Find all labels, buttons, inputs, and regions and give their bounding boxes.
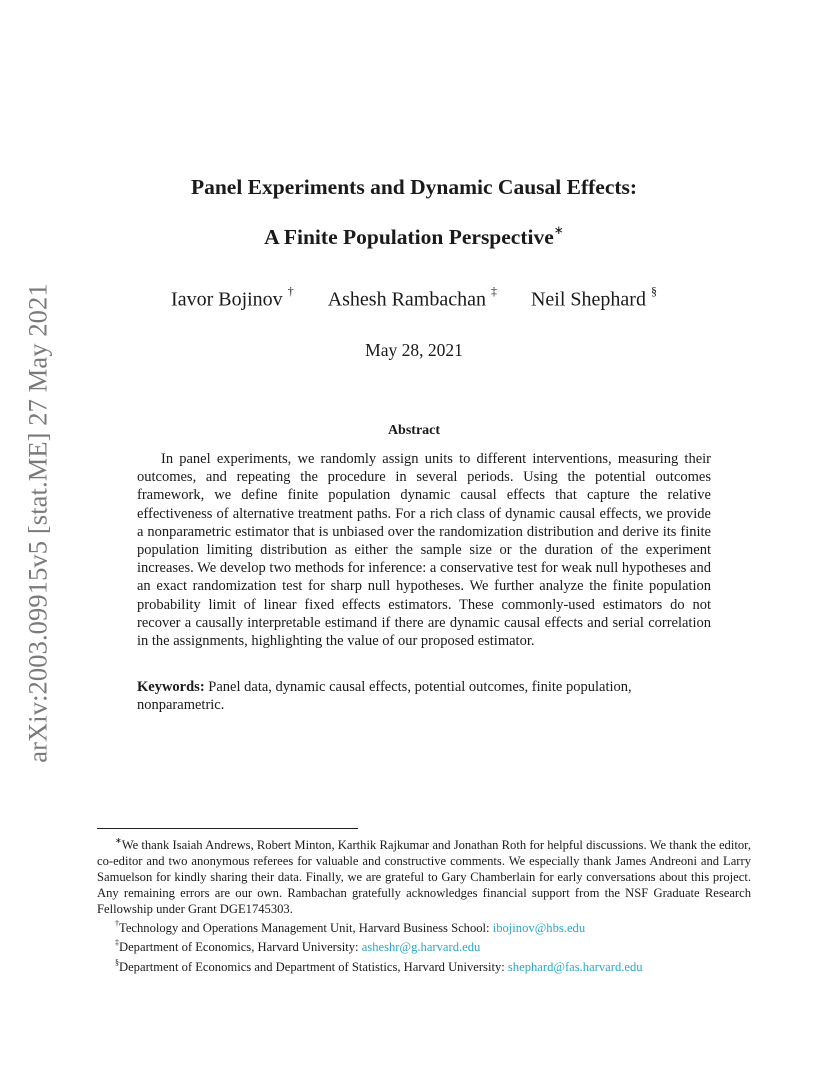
footnote-thanks	[97, 834, 751, 917]
title-line-2	[0, 225, 828, 250]
keywords-text: Panel data, dynamic causal effects, potential outcomes, finite population, nonparametric.	[137, 679, 632, 714]
title-line-2-text: A Finite Population Perspective	[264, 225, 554, 250]
keywords-label: Keywords:	[137, 679, 205, 695]
email-link[interactable]: ibojinov@hbs.edu	[492, 921, 586, 936]
footnote-affiliation	[97, 956, 751, 975]
footnote-mark: †	[115, 919, 119, 929]
footnote-text: Department of Economics, Harvard University:	[119, 940, 362, 955]
author-name: Neil Shephard	[530, 288, 646, 311]
footnote-text: We thank Isaiah Andrews, Robert Minton, Karthik Rajkumar and Jonathan Roth for helpful discussions. We thank the editor, co-editor and two anonymous referees for valuable and constructive comments. We especially thank James Andreoni and Larry Samuelson for kindly sharing their data. Finally, we are grateful to Gary Chamberlain for early conversations about this project. Any remaining errors are our own. Rambachan gratefully acknowledges financial support from the NSF Graduate Research Fellowship under Grant DGE1745303.	[97, 838, 751, 917]
keywords	[137, 678, 711, 714]
footnote-text: Technology and Operations Management Unit, Harvard Business School:	[119, 921, 493, 936]
footnote-rule	[97, 828, 358, 829]
footnotes	[97, 834, 751, 975]
author-footnote-mark: †	[287, 284, 294, 298]
email-link[interactable]: shephard@fas.harvard.edu	[507, 959, 643, 974]
author-list	[0, 284, 828, 312]
author	[530, 284, 657, 312]
author-name: Iavor Bojinov	[171, 288, 283, 311]
footnote-affiliation	[97, 917, 751, 936]
author	[171, 284, 294, 312]
arxiv-identifier: arXiv:2003.09915v5 [stat.ME] 27 May 2021	[22, 282, 53, 763]
author	[327, 284, 497, 312]
paper-date: May 28, 2021	[365, 340, 463, 360]
author-footnote-mark: §	[650, 284, 657, 298]
footnote-text: Department of Economics and Department of Statistics, Harvard University:	[119, 959, 508, 974]
title-line-1: Panel Experiments and Dynamic Causal Effects:	[190, 175, 638, 199]
footnote-mark: ∗	[115, 836, 122, 845]
email-link[interactable]: asheshr@g.harvard.edu	[361, 940, 481, 955]
abstract-heading: Abstract	[387, 423, 441, 438]
abstract-body: In panel experiments, we randomly assign units to different interventions, measuring their outcomes, and repeating the procedure in several periods. Using the potential outcomes framework, we define finite population dynamic causal effects that capture the relative effectiveness of alternative treatment paths. For a rich class of dynamic causal effects, we provide a nonparametric estimator that is unbiased over the randomization distribution and derive its finite population limiting distribution as either the sample size or the duration of the experiment increases. We develop two methods for inference: a conservative test for weak null hypotheses and an exact randomization test for sharp null hypotheses. We further analyze the finite population probability limit of linear fixed effects estimators. These commonly-used estimators do not recover a causally interpretable estimand if there are dynamic causal effects and serial correlation in the assignments, highlighting the value of our proposed estimator.	[137, 451, 711, 650]
footnote-mark: ‡	[115, 938, 119, 948]
footnote-affiliation	[97, 936, 751, 955]
title-footnote-mark: ∗	[553, 223, 564, 237]
author-footnote-mark: ‡	[490, 284, 497, 298]
author-name: Ashesh Rambachan	[327, 288, 486, 311]
footnote-mark: §	[115, 957, 119, 967]
